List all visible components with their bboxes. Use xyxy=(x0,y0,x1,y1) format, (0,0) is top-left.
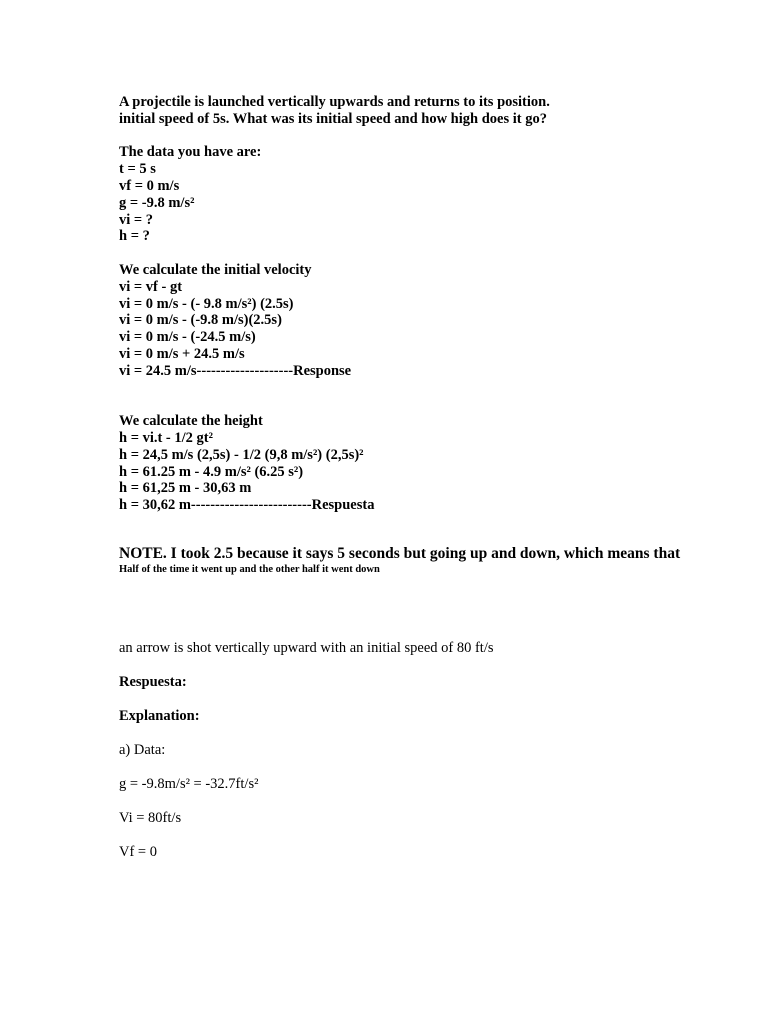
problem1-statement-line-2: initial speed of 5s. What was its initial speed and how high does it go? xyxy=(119,110,547,127)
data-line: h = ? xyxy=(119,228,150,245)
data-heading: The data you have are: xyxy=(119,144,262,161)
spacer xyxy=(119,128,739,145)
note-main: NOTE. I took 2.5 because it says 5 seconds but going up and down, which means that xyxy=(119,544,681,562)
height-heading: We calculate the height xyxy=(119,413,263,430)
velocity-line: vi = 0 m/s - (-24.5 m/s) xyxy=(119,329,256,346)
part-a-label: a) Data: xyxy=(119,741,166,758)
spacer xyxy=(119,245,739,262)
explanation-label: Explanation: xyxy=(119,707,200,724)
data-line: t = 5 s xyxy=(119,161,156,178)
spacer xyxy=(119,759,739,776)
data-line: g = -9.8 m/s² xyxy=(119,194,195,211)
spacer xyxy=(119,514,739,546)
spacer xyxy=(119,725,739,742)
velocity-heading: We calculate the initial velocity xyxy=(119,261,312,278)
height-line: h = 61,25 m - 30,63 m xyxy=(119,480,252,497)
problem2-line: Vi = 80ft/s xyxy=(119,809,182,826)
height-line: h = 30,62 m-------------------------Respuesta xyxy=(119,497,375,514)
spacer xyxy=(119,827,739,844)
problem2-line: g = -9.8m/s² = -32.7ft/s² xyxy=(119,775,259,792)
problem2-statement: an arrow is shot vertically upward with an initial speed of 80 ft/s xyxy=(119,639,494,656)
document-page xyxy=(119,94,739,861)
spacer xyxy=(119,380,739,414)
data-line: vi = ? xyxy=(119,211,154,228)
spacer xyxy=(119,793,739,810)
velocity-line: vi = 0 m/s - (- 9.8 m/s²) (2.5s) xyxy=(119,295,294,312)
problem1-statement-line-1: A projectile is launched vertically upwards and returns to its position. xyxy=(119,94,550,110)
velocity-line: vi = vf - gt xyxy=(119,278,183,295)
answer-label: Respuesta: xyxy=(119,673,187,690)
problem2-line: Vf = 0 xyxy=(119,843,157,860)
velocity-line: vi = 0 m/s - (-9.8 m/s)(2.5s) xyxy=(119,312,282,329)
spacer xyxy=(119,691,739,708)
height-line: h = vi.t - 1/2 gt² xyxy=(119,429,213,446)
height-line: h = 24,5 m/s (2,5s) - 1/2 (9,8 m/s²) (2,5s)² xyxy=(119,446,364,463)
velocity-line: vi = 24.5 m/s--------------------Response xyxy=(119,362,352,379)
data-line: vf = 0 m/s xyxy=(119,177,180,194)
velocity-line: vi = 0 m/s + 24.5 m/s xyxy=(119,345,245,362)
spacer xyxy=(119,657,739,674)
height-line: h = 61.25 m - 4.9 m/s² (6.25 s²) xyxy=(119,463,304,480)
note-sub: Half of the time it went up and the other half it went down xyxy=(119,563,380,575)
spacer xyxy=(119,576,739,640)
